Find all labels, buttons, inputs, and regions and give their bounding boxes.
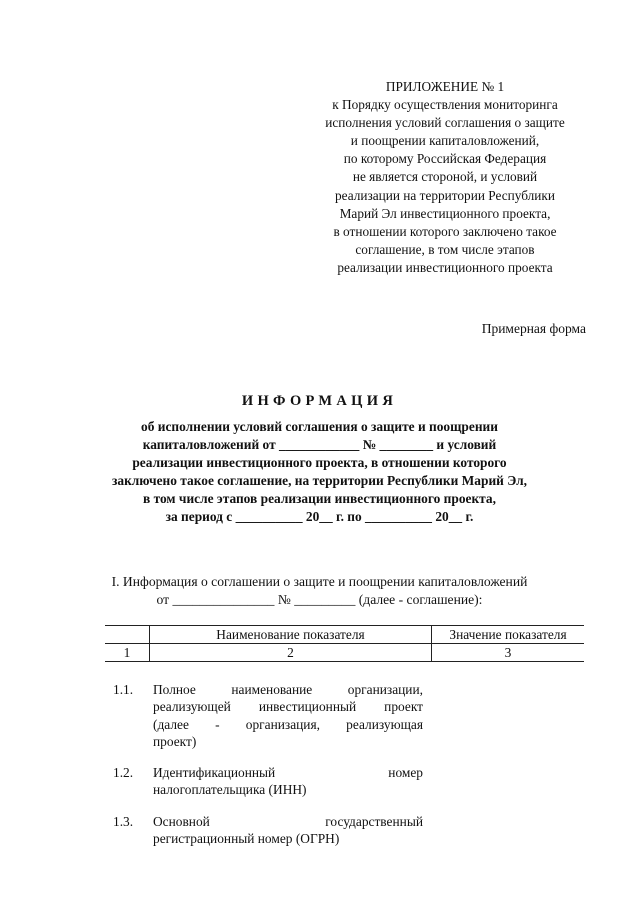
subtitle-line: капиталовложений от ____________ № ________ и условий — [142, 436, 497, 452]
appendix-block — [290, 78, 600, 277]
section-heading — [0, 573, 639, 609]
row-label-line: (далее - организация, реализующая — [153, 716, 423, 732]
appendix-line: Марий Эл инвестиционного проекта, — [339, 205, 551, 221]
row-label — [153, 681, 423, 751]
header-cell-indicator-value: Значение показателя — [432, 626, 585, 644]
appendix-line: ПРИЛОЖЕНИЕ № 1 — [385, 79, 505, 94]
appendix-line: к Порядку осуществления мониторинга — [332, 97, 558, 113]
row-number: 1.2. — [113, 765, 134, 780]
indicator-table-header — [105, 625, 584, 662]
section-heading-line: I. Информация о соглашении о защите и поощрении капиталовложений — [111, 574, 528, 589]
row-label-line: проект) — [153, 734, 197, 750]
row-label-line: Полное наименование организации, — [153, 682, 423, 697]
subtitle-line: в том числе этапов реализации инвестиционного проекта, — [143, 490, 496, 506]
subtitle-line: заключено такое соглашение, на территории Республики Марий Эл, — [112, 472, 527, 488]
appendix-line: в отношении которого заключено такое — [333, 223, 557, 239]
row-number: 1.3. — [113, 814, 134, 829]
numbering-cell: 1 — [105, 644, 150, 662]
appendix-line: и поощрении капиталовложений, — [350, 133, 540, 149]
row-label-line: регистрационный номер (ОГРН) — [153, 831, 340, 847]
row-label-line: Основной государственный — [153, 814, 423, 829]
row-number: 1.1. — [113, 682, 134, 697]
row-label-line: налогоплательщика (ИНН) — [153, 782, 307, 798]
numbering-cell: 2 — [150, 644, 432, 662]
appendix-line: исполнения условий соглашения о защите — [325, 115, 565, 131]
document-title: ИНФОРМАЦИЯ — [241, 393, 398, 409]
row-label — [153, 813, 423, 848]
header-cell-indicator-name: Наименование показателя — [150, 626, 432, 644]
appendix-line: реализации инвестиционного проекта — [337, 259, 553, 275]
section-heading-line: от _______________ № _________ (далее - соглашение): — [156, 592, 483, 607]
appendix-line: не является стороной, и условий — [352, 169, 538, 185]
table-header-row — [105, 626, 584, 644]
row-label-line: реализующей инвестиционный проект — [153, 699, 423, 715]
appendix-line: реализации на территории Республики — [335, 187, 555, 203]
appendix-line: соглашение, в том числе этапов — [355, 241, 535, 257]
row-label-line: Идентификационный номер — [153, 765, 423, 780]
form-type-label: Примерная форма — [481, 321, 586, 336]
numbering-cell: 3 — [432, 644, 585, 662]
appendix-line: по которому Российская Федерация — [343, 151, 547, 167]
subtitle-line: реализации инвестиционного проекта, в отношении которого — [132, 454, 507, 470]
subtitle-line: об исполнении условий соглашения о защите и поощрении — [141, 419, 498, 434]
header-cell-number — [105, 626, 150, 644]
subtitle-line: за период с __________ 20__ г. по __________ 20__ г. — [165, 508, 474, 524]
row-label — [153, 764, 423, 799]
table-numbering-row — [105, 644, 584, 662]
document-subtitle — [0, 418, 639, 525]
